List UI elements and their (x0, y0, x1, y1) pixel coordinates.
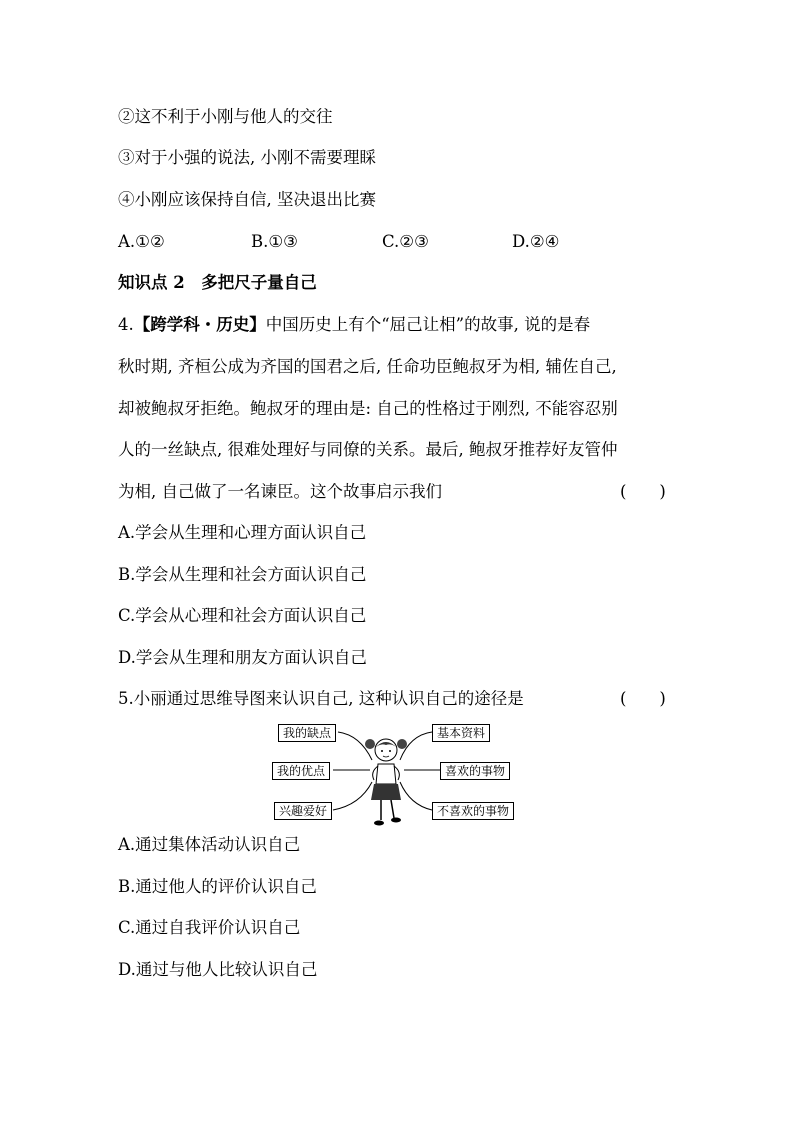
q3-option-a[interactable]: A.①② (118, 232, 165, 251)
q5-answer-bracket[interactable]: ( ) (620, 689, 666, 708)
q5-option-a[interactable]: A.通过集体活动认识自己 (118, 835, 301, 854)
girl-illustration-icon (364, 734, 408, 830)
mindmap-node-likes: 喜欢的事物 (440, 762, 510, 780)
section-title: 知识点 2 多把尺子量自己 (118, 273, 317, 292)
q5-option-c[interactable]: C.通过自我评价认识自己 (118, 918, 301, 937)
q4-line-3: 却被鲍叔牙拒绝。鲍叔牙的理由是: 自己的性格过于刚烈, 不能容忍别 (118, 399, 618, 418)
q4-line-4: 人的一丝缺点, 很难处理好与同僚的关系。最后, 鲍叔牙推荐好友管仲 (118, 440, 618, 459)
statement-4: ④小刚应该保持自信, 坚决退出比赛 (118, 190, 376, 209)
q4-option-d[interactable]: D.学会从生理和朋友方面认识自己 (118, 648, 367, 667)
q3-option-c[interactable]: C.②③ (382, 232, 429, 251)
q4-option-a[interactable]: A.学会从生理和心理方面认识自己 (118, 523, 367, 542)
q5-option-b[interactable]: B.通过他人的评价认识自己 (118, 877, 317, 896)
q4-line-2: 秋时期, 齐桓公成为齐国的国君之后, 任命功臣鲍叔牙为相, 辅佐自己, (118, 357, 617, 376)
mindmap-node-shortcomings: 我的缺点 (278, 724, 336, 742)
mindmap-node-dislikes: 不喜欢的事物 (432, 802, 514, 820)
mindmap-node-strengths: 我的优点 (272, 762, 330, 780)
q4-line-5: 为相, 自己做了一名谏臣。这个故事启示我们 (118, 482, 442, 501)
statement-3: ③对于小强的说法, 小刚不需要理睬 (118, 148, 376, 167)
mindmap-node-basic-info: 基本资料 (432, 724, 490, 742)
q4-tag: 【跨学科・历史】 (133, 315, 266, 334)
q4-option-c[interactable]: C.学会从心理和社会方面认识自己 (118, 606, 367, 625)
q4-number: 4. (118, 315, 134, 334)
mindmap-node-hobbies: 兴趣爱好 (274, 802, 332, 820)
q5-option-d[interactable]: D.通过与他人比较认识自己 (118, 960, 318, 979)
q4-option-b[interactable]: B.学会从生理和社会方面认识自己 (118, 565, 367, 584)
q3-option-d[interactable]: D.②④ (512, 232, 560, 251)
q4-line-1: 中国历史上有个“屈己让相”的故事, 说的是春 (265, 315, 591, 334)
q3-option-b[interactable]: B.①③ (251, 232, 298, 251)
q4-answer-bracket[interactable]: ( ) (620, 482, 666, 501)
statement-2: ②这不利于小刚与他人的交往 (118, 107, 333, 126)
q5-text: 5.小丽通过思维导图来认识自己, 这种认识自己的途径是 (118, 689, 524, 708)
